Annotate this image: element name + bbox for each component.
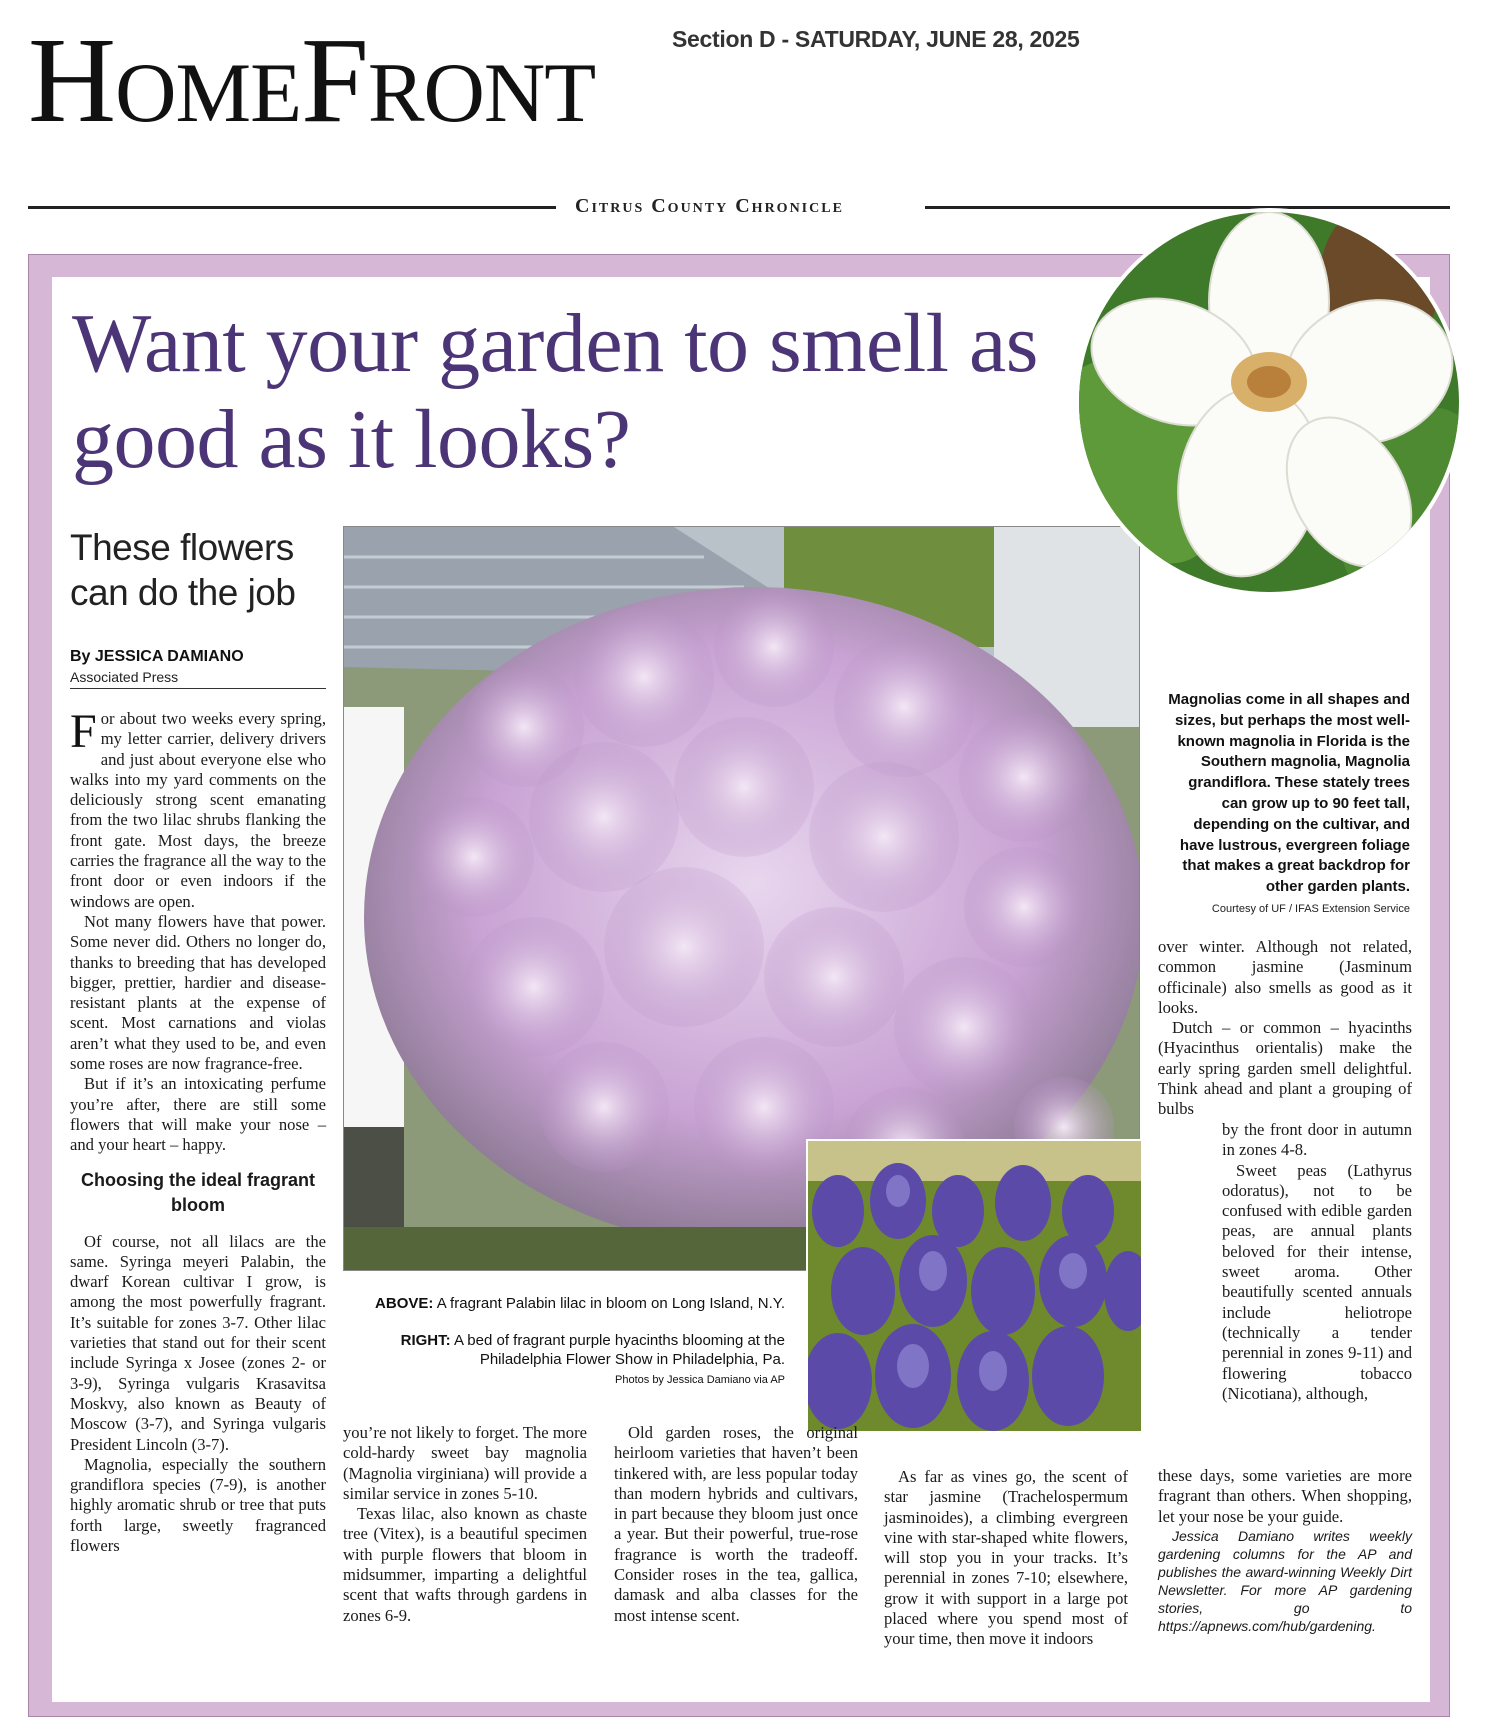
paragraph bbox=[70, 705, 326, 912]
magnolia-caption: Magnolias come in all shapes and sizes, but perhaps the most well-known magnolia in Florida is the Southern magnolia, Magnolia grandiflora. These stately trees can grow up to 90 feet tall, depending on the cultivar, and have lustrous, evergreen foliage that makes a great backdrop for other garden plants. bbox=[1168, 691, 1410, 896]
caption-above-text: A fragrant Palabin lilac in bloom on Long Island, N.Y. bbox=[433, 1295, 785, 1312]
paragraph: by the front door in autumn in zones 4-8. bbox=[1222, 1120, 1412, 1160]
caption-above-label: ABOVE: bbox=[375, 1295, 434, 1312]
byline-agency: Associated Press bbox=[70, 669, 179, 685]
deck-subheadline: These flowers can do the job bbox=[70, 527, 296, 613]
paragraph: these days, some varieties are more fragrant than others. When shopping, let your nose be your guide. bbox=[1158, 1466, 1412, 1526]
photo-captions bbox=[345, 1294, 785, 1390]
drop-cap: F bbox=[70, 705, 97, 758]
paragraph: Dutch – or common – hyacinths (Hyacinthus orientalis) make the early spring garden smell delightful. Think ahead and plant a grouping of bulbs bbox=[1158, 1018, 1412, 1119]
section-separator: - bbox=[775, 26, 795, 52]
headline: Want your garden to smell as good as it looks? bbox=[72, 297, 1038, 486]
section-date-line bbox=[672, 26, 1080, 53]
paragraph: Of course, not all lilacs are the same. Syringa meyeri Palabin, the dwarf Korean cultivar I grow, is among the most powerfully fragrant. It’s suitable for zones 3-7. Other lilac varieties that stand out for their scent include Syringa x Josee (zones 2- or 3-9), Syringa vulgaris Krasavitsa Moskvy, also known as Beauty of Moscow (3-7), and Syringa vulgaris President Lincoln (3-7). bbox=[70, 1231, 326, 1454]
paragraph-text: or about two weeks every spring, my letter carrier, delivery drivers and just about everyone else who walks into my yard comments on the deliciously strong scent emanating from the two lilac shrubs flanking the front gate. Most days, the breeze carries the fragrance all the way to the front door or even indoors if the windows are open. bbox=[70, 709, 326, 911]
paper-name: Citrus County Chronicle bbox=[575, 195, 844, 217]
byline: By JESSICA DAMIANO bbox=[70, 648, 244, 665]
paragraph: Old garden roses, the original heirloom varieties that haven’t been tinkered with, are less popular today than modern hybrids and cultivars, in part because they bloom just once a year. But their powerful, true-rose fragrance is worth the tradeoff. Consider roses in the tea, gallica, damask and alba classes for the most intense scent. bbox=[614, 1423, 858, 1625]
article-column-5-bottom bbox=[1158, 1466, 1412, 1635]
caption-above bbox=[345, 1294, 785, 1313]
byline-rule bbox=[70, 688, 326, 689]
photo-credit: Photos by Jessica Damiano via AP bbox=[615, 1374, 785, 1386]
caption-right-text: A bed of fragrant purple hyacinths blooming at the Philadelphia Flower Show in Philadelphia, Pa. bbox=[450, 1332, 785, 1368]
issue-date: SATURDAY, JUNE 28, 2025 bbox=[794, 26, 1080, 52]
article-column-5 bbox=[1158, 937, 1412, 1120]
article-column-5-inset bbox=[1222, 1120, 1412, 1404]
caption-right bbox=[345, 1331, 785, 1369]
paragraph: over winter. Although not related, common jasmine (Jasminum officinale) also smells as good as it looks. bbox=[1158, 937, 1412, 1017]
magnolia-photo bbox=[1075, 208, 1463, 596]
paragraph: you’re not likely to forget. The more cold-hardy sweet bay magnolia (Magnolia virginiana) will provide a similar service in zones 5-10. bbox=[343, 1423, 587, 1503]
paragraph: Not many flowers have that power. Some never did. Others no longer do, thanks to breeding that has developed bigger, prettier, hardier and disease-resistant plants at the expense of scent. Most carnations and violas aren’t what they used to be, and even some roses are now fragrance-free. bbox=[70, 911, 326, 1074]
paragraph: Sweet peas (Lathyrus odoratus), not to be confused with edible garden peas, are annual plants beloved for their intense, sweet aroma. Other beautifully scented annuals include heliotrope (technically a tender perennial in zones 9-11) and flowering tobacco (Nicotiana), although, bbox=[1222, 1160, 1412, 1403]
paragraph: Magnolia, especially the southern grandiflora species (7-9), is another highly aromatic shrub or tree that puts forth large, sweetly fragranced flowers bbox=[70, 1454, 326, 1555]
section-label: Section D bbox=[672, 26, 776, 52]
hyacinth-illustration bbox=[808, 1141, 1141, 1431]
article-column-2 bbox=[343, 1423, 587, 1626]
hyacinth-photo bbox=[806, 1139, 1143, 1433]
section-subhead: Choosing the ideal fragrant bloom bbox=[80, 1169, 316, 1215]
magnolia-credit: Courtesy of UF / IFAS Extension Service bbox=[1211, 903, 1410, 915]
caption-right-label: RIGHT: bbox=[400, 1332, 451, 1349]
article-column-3 bbox=[614, 1423, 858, 1626]
masthead-rule-left bbox=[28, 206, 556, 209]
article-column-4 bbox=[884, 1467, 1128, 1650]
paragraph: But if it’s an intoxicating perfume you’re after, there are still some flowers that will make your nose – and your heart – happy. bbox=[70, 1074, 326, 1155]
article-column-1 bbox=[70, 705, 326, 1556]
magnolia-illustration bbox=[1079, 212, 1459, 592]
paragraph: As far as vines go, the scent of star jasmine (Trachelospermum jasminoides), a climbing evergreen vine with star-shaped white flowers, will stop you in your tracks. It’s perennial in zones 7-10; elsewhere, grow it with support in a large pot placed where you spend most of your time, then move it indoors bbox=[884, 1467, 1128, 1649]
masthead-rule-right bbox=[925, 206, 1450, 209]
author-bio: Jessica Damiano writes weekly gardening columns for the AP and publishes the award-winning Weekly Dirt Newsletter. For more AP gardening stories, go to https://apnews.com/hub/gardening. bbox=[1158, 1527, 1412, 1634]
paragraph: Texas lilac, also known as chaste tree (Vitex), is a beautiful specimen with purple flowers that bloom in midsummer, imparting a delightful scent that wafts through gardens in zones 6-9. bbox=[343, 1504, 587, 1625]
masthead-title: HomeFront bbox=[28, 13, 596, 148]
